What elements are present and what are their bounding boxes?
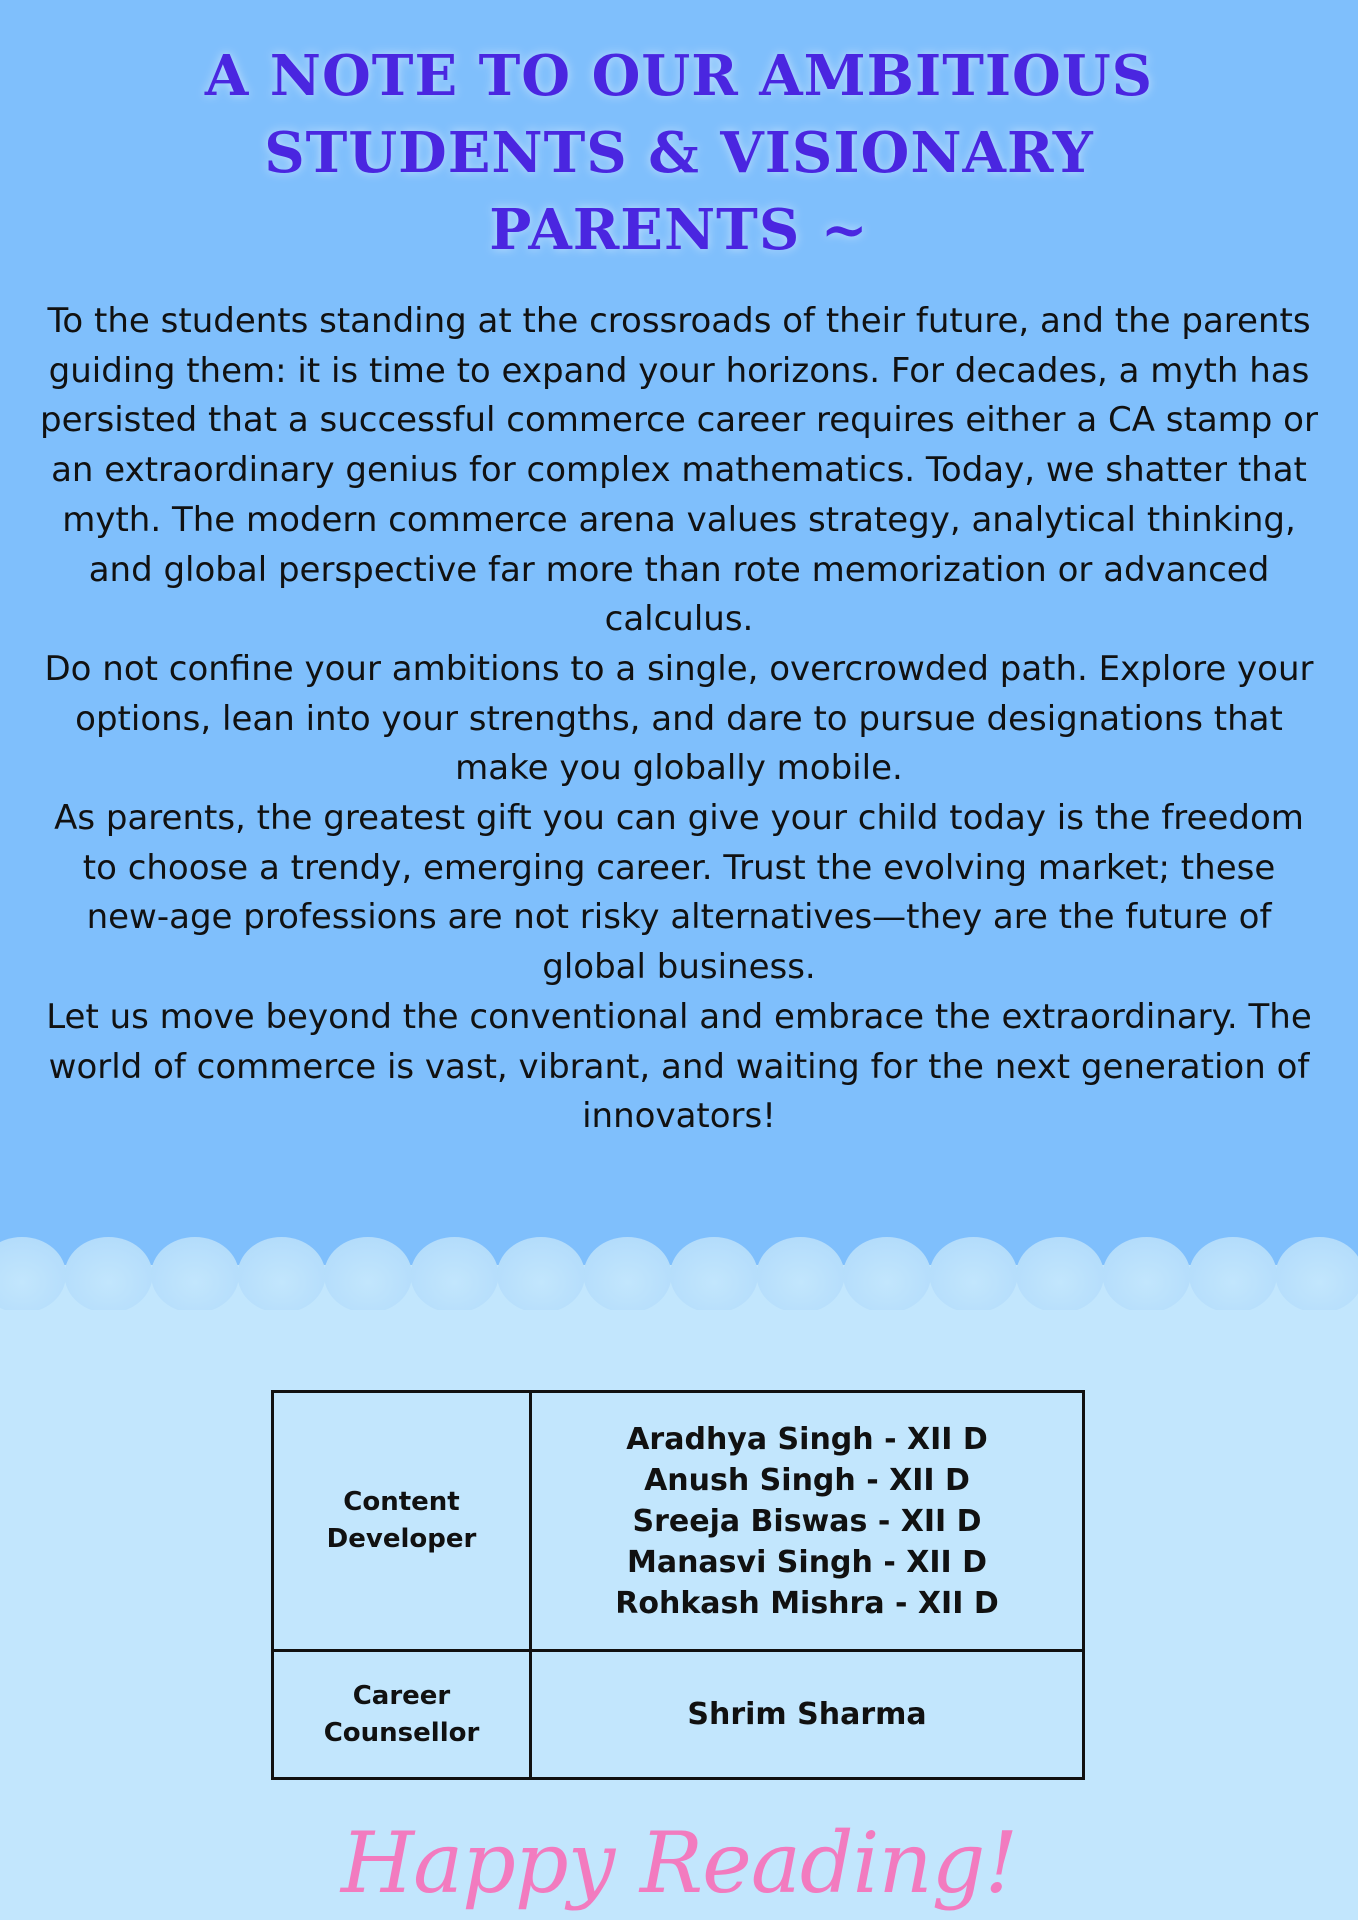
scalloped-divider	[0, 1230, 1358, 1310]
role-label-line-2: Developer	[326, 1524, 477, 1554]
scallop-arc	[1016, 1237, 1104, 1310]
credits-row-career-counsellor	[273, 1651, 1084, 1779]
scallop-arc	[843, 1237, 931, 1310]
title-line-2: STUDENTS & VISIONARY	[264, 120, 1094, 186]
role-cell-career-counsellor	[273, 1651, 531, 1779]
developer-name: Rohkash Mishra - XII D	[615, 1585, 999, 1621]
title-line-3: PARENTS ~	[489, 197, 869, 263]
role-cell-content-developer	[273, 1392, 531, 1651]
scallop-arc	[324, 1237, 412, 1310]
scallop-arc	[1103, 1237, 1191, 1310]
closing-message: Happy Reading!	[340, 1814, 1018, 1912]
scallop-arc	[411, 1237, 499, 1310]
credits-row-content-developer	[273, 1392, 1084, 1651]
role-label-line-1: Career	[352, 1680, 451, 1711]
paragraph-4: Let us move beyond the conventional and embrace the extraordinary. The world of commerce is vast, vibrant, and waiting for the next generation of innovators!	[46, 996, 1312, 1137]
paragraph-1: To the students standing at the crossroads of their future, and the parents guiding them: it is time to expand your horizons. For decades, a myth has persisted that a successful commerce career requires either a CA stamp or an extraordinary genius for complex mathematics. Today, we shatter that myth. The modern commerce arena values strategy, analytical thinking, and global perspective far more than rote memorization or advanced calculus.	[40, 301, 1318, 640]
names-cell-content-developer	[531, 1392, 1084, 1651]
scallop-arc	[670, 1237, 758, 1310]
note-body	[40, 297, 1318, 1142]
title-line-1: A NOTE TO OUR AMBITIOUS	[204, 43, 1154, 109]
paragraph-3: As parents, the greatest gift you can give your child today is the freedom to choose a trendy, emerging career. Trust the evolving market; these new-age professions are not risky alternatives—they are the future of global business.	[54, 798, 1304, 988]
scallop-arc	[151, 1237, 239, 1310]
scallop-arc	[584, 1237, 672, 1310]
role-label-line-1: Content	[343, 1487, 460, 1517]
counsellor-name: Shrim Sharma	[687, 1697, 927, 1732]
scallop-arc	[1276, 1237, 1358, 1310]
page-title	[100, 38, 1258, 269]
role-label-line-2: Counsellor	[323, 1717, 480, 1748]
developer-name: Sreeja Biswas - XII D	[632, 1503, 982, 1539]
names-cell-career-counsellor	[531, 1651, 1084, 1779]
scallop-arc	[757, 1237, 845, 1310]
developer-name: Aradhya Singh - XII D	[626, 1421, 988, 1457]
scallop-arc	[238, 1237, 326, 1310]
scallop-arc	[497, 1237, 585, 1310]
developer-name: Anush Singh - XII D	[644, 1462, 970, 1498]
credits-table	[271, 1390, 1085, 1780]
scallop-arc	[65, 1237, 153, 1310]
developer-name: Manasvi Singh - XII D	[626, 1544, 988, 1580]
scallop-arc	[930, 1237, 1018, 1310]
scallop-arc	[1189, 1237, 1277, 1310]
paragraph-2: Do not confine your ambitions to a single, overcrowded path. Explore your options, lean into your strengths, and dare to pursue designations that make you globally mobile.	[44, 648, 1314, 789]
